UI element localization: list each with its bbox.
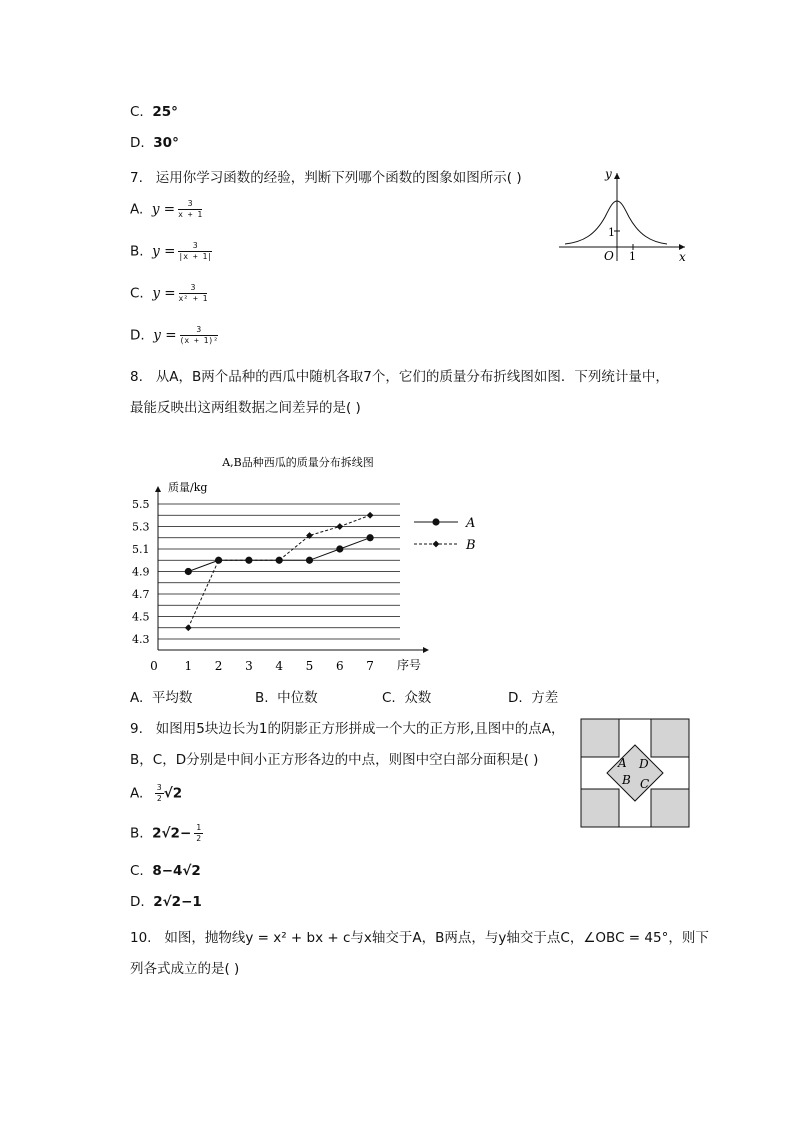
- curve: [565, 201, 667, 244]
- q9-stem-line2: [130, 748, 538, 768]
- y-tick-label: 5.1: [132, 543, 150, 556]
- y-tick-label: 4.9: [132, 565, 150, 579]
- option-label: B.: [255, 690, 269, 706]
- question-number: 8.: [130, 369, 143, 385]
- option-value: 25°: [152, 104, 178, 120]
- numerator: 3: [180, 326, 219, 336]
- option-text: 2√2−: [152, 825, 192, 842]
- option-label: C.: [130, 285, 144, 302]
- q6-option-c: [130, 104, 178, 120]
- option-text: 8−4√2: [152, 863, 201, 879]
- y-tick-label: 1: [608, 226, 615, 239]
- x-tick-label: 2: [214, 659, 223, 673]
- fraction: [179, 284, 208, 303]
- y-axis-arrow: [614, 173, 620, 179]
- question-text: 如图用5块边长为1的阴影正方形拼成一个大的正方形,且图中的点A，: [155, 721, 565, 737]
- question-text: B，C，D分别是中间小正方形各边的中点，则图中空白部分面积是( ): [130, 752, 539, 768]
- q8-option-a: [130, 686, 192, 706]
- point-a: [185, 568, 192, 575]
- q9-square-figure: [580, 718, 692, 830]
- fraction: [178, 200, 202, 219]
- q7-stem: [130, 166, 522, 186]
- question-text: 列各式成立的是( ): [130, 961, 240, 977]
- q9-option-b: [130, 824, 203, 843]
- question-number: 9.: [130, 721, 143, 737]
- point-a: [306, 557, 313, 564]
- numerator: 3: [178, 200, 202, 210]
- q8-option-d: [508, 686, 558, 706]
- fraction: [178, 242, 212, 261]
- x-tick-label: 1: [629, 250, 636, 263]
- chart-title: A,B品种西瓜的质量分布拆线图: [222, 456, 374, 469]
- grid: [158, 504, 400, 639]
- option-value: 30°: [153, 135, 179, 151]
- q8-stem-line1: [130, 365, 669, 385]
- question-number: 10.: [130, 930, 152, 946]
- q8-option-b: [255, 686, 318, 706]
- y-tick-label: 4.3: [132, 633, 150, 646]
- y-tick-label: 5.5: [132, 498, 150, 511]
- x-axis-label: x: [679, 250, 686, 264]
- legend-marker-a: [432, 518, 439, 525]
- point-b: [185, 624, 192, 631]
- y-tick-label: 4.5: [132, 610, 150, 624]
- numerator: 3: [156, 783, 162, 792]
- numerator: 1: [196, 823, 202, 832]
- x-tick-label: 3: [245, 659, 253, 673]
- point-a: [336, 545, 343, 552]
- point-label-c: C: [640, 777, 650, 791]
- question-text: 最能反映出这两组数据之间差异的是( ): [130, 400, 361, 416]
- option-text: 方差: [531, 690, 559, 706]
- option-lhs: y =: [153, 327, 177, 344]
- q8-option-c: [382, 686, 431, 706]
- q7-function-graph: [555, 165, 695, 265]
- x-tick-label: 0: [150, 659, 158, 673]
- x-tick-label: 6: [335, 659, 344, 673]
- point-label-b: B: [622, 773, 631, 787]
- q7-option-b: [130, 242, 212, 261]
- numerator: 3: [179, 284, 208, 294]
- point-label-d: D: [639, 757, 649, 771]
- axes: [132, 486, 429, 673]
- legend-marker-b: [433, 541, 440, 548]
- q8-stem-line2: [130, 396, 361, 416]
- question-text: 从A，B两个品种的西瓜中随机各取7个，它们的质量分布折线图如图．下列统计量中，: [155, 369, 669, 385]
- numerator: 3: [178, 242, 212, 252]
- x-axis-arrow: [423, 647, 429, 653]
- option-label: D.: [130, 135, 145, 151]
- q6-option-d: [130, 135, 179, 151]
- option-label: B.: [130, 825, 144, 842]
- denominator: x + 1: [178, 210, 203, 219]
- option-lhs: y =: [152, 243, 176, 260]
- option-label: D.: [508, 690, 523, 706]
- denominator: 2: [196, 834, 202, 843]
- question-number: 7.: [130, 170, 143, 186]
- x-tick-label: 7: [366, 659, 374, 673]
- shaded-square: [651, 789, 689, 827]
- x-axis-title: 序号: [397, 658, 422, 672]
- q7-option-c: [130, 284, 207, 303]
- denominator: |x + 1|: [178, 252, 213, 261]
- q9-option-c: [130, 863, 201, 879]
- q8-line-chart: [120, 450, 490, 680]
- fraction: [180, 326, 219, 345]
- option-text: 众数: [404, 690, 432, 706]
- x-tick-label: 1: [184, 659, 193, 673]
- point-b: [336, 523, 343, 530]
- x-tick-label: 4: [275, 659, 284, 673]
- y-tick-label: 5.3: [132, 520, 150, 534]
- legend-label-a: A: [466, 516, 476, 531]
- option-label: C.: [130, 104, 144, 120]
- option-lhs: y =: [151, 201, 176, 218]
- option-label: A.: [130, 785, 144, 802]
- q7-option-a: [130, 200, 202, 219]
- x-tick-label: 5: [305, 659, 314, 673]
- q7-option-d: [130, 326, 218, 345]
- point-b: [367, 512, 374, 519]
- denominator: 2: [156, 794, 162, 803]
- option-label: B.: [130, 243, 144, 260]
- question-text: 如图，抛物线y = x² + bx + c与x轴交于A，B两点，与y轴交于点C，∠OBC = 45°，则下: [164, 930, 709, 946]
- point-label-a: A: [618, 756, 627, 770]
- fraction: [194, 824, 203, 843]
- legend: [414, 516, 476, 553]
- option-label: D.: [130, 327, 145, 344]
- fraction: [155, 784, 164, 803]
- option-text: 2√2−1: [153, 894, 202, 910]
- q10-stem-line2: [130, 957, 239, 977]
- y-axis-title: 质量/kg: [168, 481, 208, 494]
- option-label: A.: [130, 690, 144, 706]
- shaded-square: [581, 719, 619, 757]
- option-lhs: y =: [152, 285, 176, 302]
- q10-stem-line1: [130, 926, 709, 946]
- question-text: 运用你学习函数的经验，判断下列哪个函数的图象如图所示( ): [155, 170, 522, 186]
- y-tick-label: 4.7: [132, 588, 150, 601]
- q9-stem-line1: [130, 717, 564, 737]
- option-label: A.: [130, 201, 144, 218]
- y-axis-label: y: [605, 167, 612, 181]
- option-text: 中位数: [277, 690, 318, 706]
- option-text: √2: [163, 785, 183, 802]
- origin-label: O: [604, 249, 614, 263]
- q9-option-d: [130, 894, 202, 910]
- option-text: 平均数: [151, 690, 193, 706]
- q9-option-a: [130, 784, 182, 803]
- option-label: C.: [130, 863, 144, 879]
- denominator: x² + 1: [178, 294, 208, 303]
- shaded-square: [581, 789, 619, 827]
- y-axis-arrow: [155, 486, 161, 492]
- option-label: D.: [130, 894, 145, 910]
- denominator: (x + 1)²: [179, 336, 219, 345]
- option-label: C.: [382, 690, 396, 706]
- shaded-square: [651, 719, 689, 757]
- legend-label-b: B: [466, 538, 476, 553]
- point-a: [367, 534, 374, 541]
